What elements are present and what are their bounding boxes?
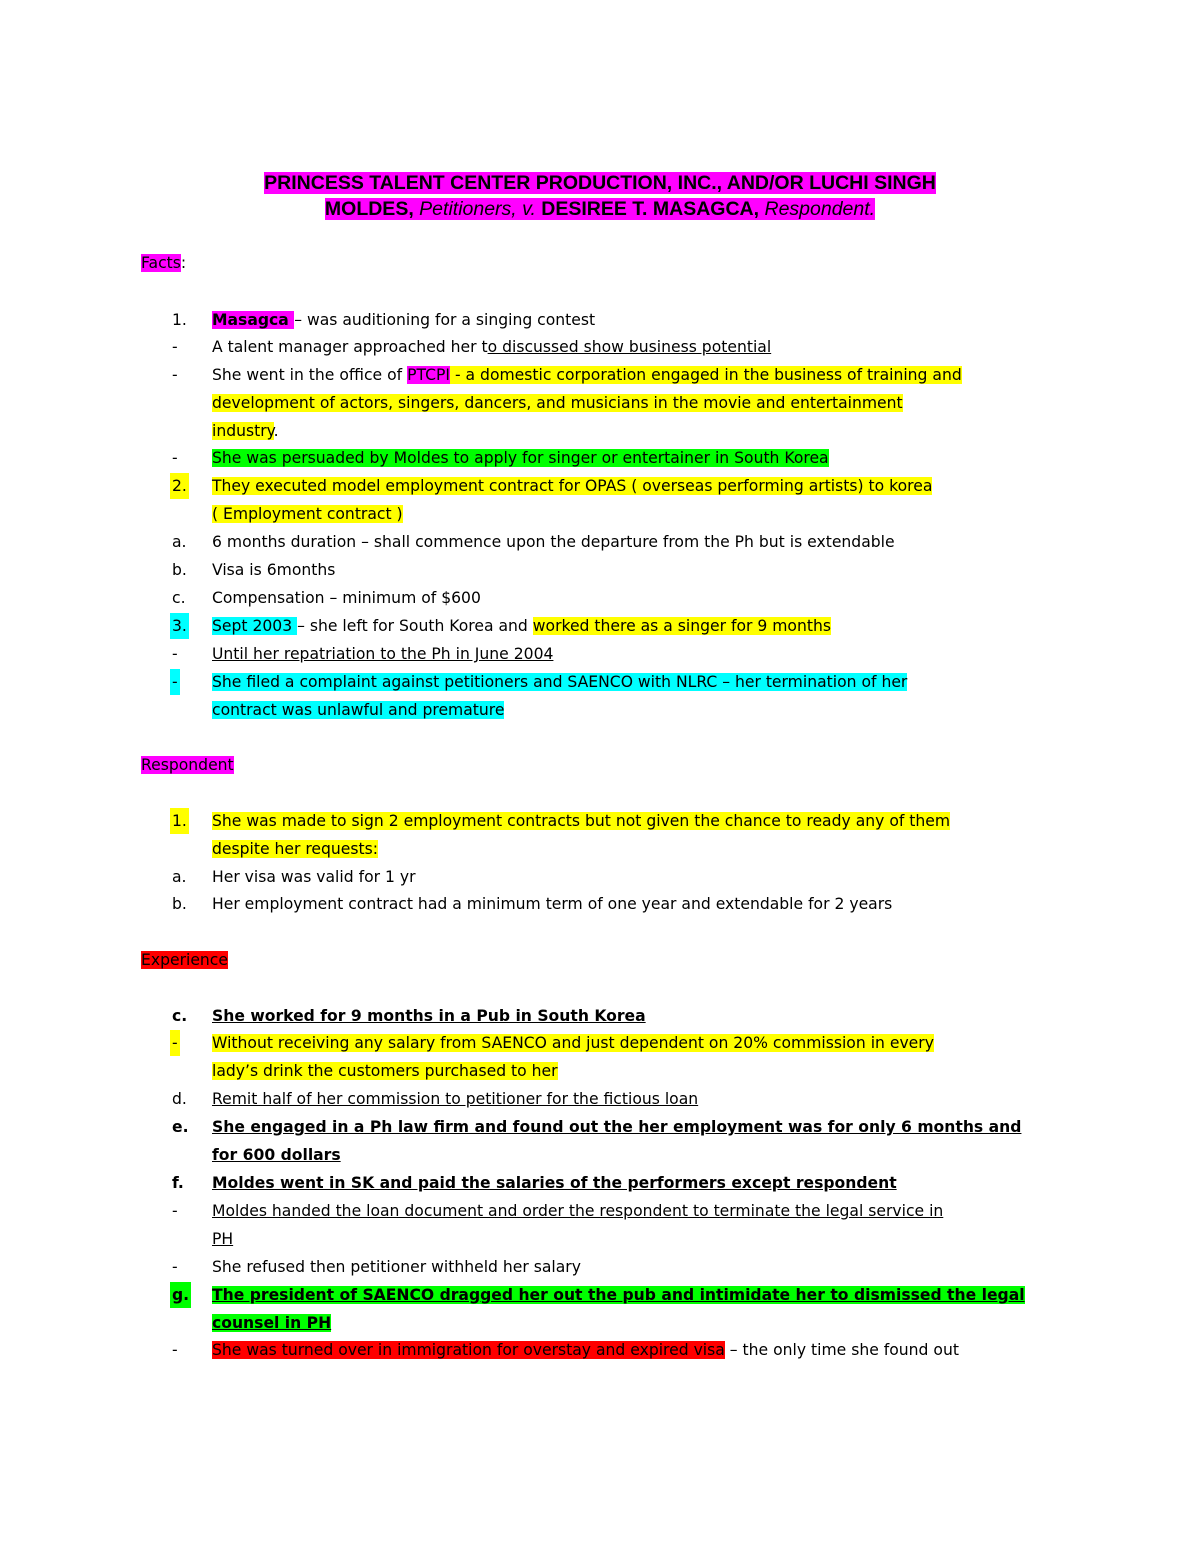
experience-heading: Experience [141, 951, 228, 969]
list-item-continuation: counsel in PH [212, 1314, 332, 1332]
list-item-continuation: despite her requests: [212, 840, 379, 858]
list-item: - She refused then petitioner withheld her salary [172, 1258, 581, 1276]
list-item: - Until her repatriation to the Ph in June 2004 [172, 645, 554, 663]
list-item: b. Visa is 6months [172, 561, 336, 579]
list-item: a. Her visa was valid for 1 yr [172, 868, 416, 886]
list-item: - She was persuaded by Moldes to apply for singer or entertainer in South Korea [172, 449, 829, 467]
list-item: 1. She was made to sign 2 employment contracts but not given the chance to ready any of them [0, 808, 1200, 834]
list-item-continuation: for 600 dollars [212, 1146, 341, 1164]
list-item-continuation: ( Employment contract ) [212, 505, 403, 523]
case-title-line-1: PRINCESS TALENT CENTER PRODUCTION, INC., AND/OR LUCHI SINGH [264, 172, 936, 194]
list-item-continuation: contract was unlawful and premature [212, 701, 505, 719]
list-item: c. Compensation – minimum of $600 [172, 589, 481, 607]
list-item-continuation: industry. [212, 422, 279, 440]
list-item: e. She engaged in a Ph law firm and found out the her employment was for only 6 months and [172, 1118, 1022, 1136]
list-item: d. Remit half of her commission to petitioner for the fictious loan [172, 1090, 699, 1108]
list-item: 1. Masagca – was auditioning for a singing contest [172, 311, 596, 329]
list-item-continuation: lady’s drink the customers purchased to her [212, 1062, 558, 1080]
list-item: - Moldes handed the loan document and order the respondent to terminate the legal service in [172, 1202, 944, 1220]
list-item: - She went in the office of PTCPI - a domestic corporation engaged in the business of training and [172, 366, 962, 384]
list-item: - A talent manager approached her to discussed show business potential [172, 338, 772, 356]
list-item: a. 6 months duration – shall commence upon the departure from the Ph but is extendable [172, 533, 895, 551]
list-item: - She filed a complaint against petitioners and SAENCO with NLRC – her termination of her [0, 669, 1200, 695]
case-title-line-2: MOLDES, Petitioners, v. DESIREE T. MASAGCA, Respondent. [324, 198, 876, 220]
list-item-continuation: PH [212, 1230, 234, 1248]
list-item: g. The president of SAENCO dragged her out the pub and intimidate her to dismissed the legal [0, 1282, 1200, 1308]
list-item: c. She worked for 9 months in a Pub in South Korea [172, 1007, 646, 1025]
list-item: 3. Sept 2003 – she left for South Korea and worked there as a singer for 9 months [0, 613, 1200, 639]
list-item: b. Her employment contract had a minimum term of one year and extendable for 2 years [172, 895, 893, 913]
list-item: f. Moldes went in SK and paid the salaries of the performers except respondent [172, 1174, 897, 1192]
list-item-continuation: development of actors, singers, dancers, and musicians in the movie and entertainment [212, 394, 903, 412]
facts-heading: Facts: [141, 254, 187, 272]
list-item: - Without receiving any salary from SAENCO and just dependent on 20% commission in every [0, 1030, 1200, 1056]
respondent-heading: Respondent [141, 756, 234, 774]
list-item: - She was turned over in immigration for overstay and expired visa – the only time she found out [172, 1341, 959, 1359]
list-item: 2. They executed model employment contract for OPAS ( overseas performing artists) to korea [0, 473, 1200, 499]
